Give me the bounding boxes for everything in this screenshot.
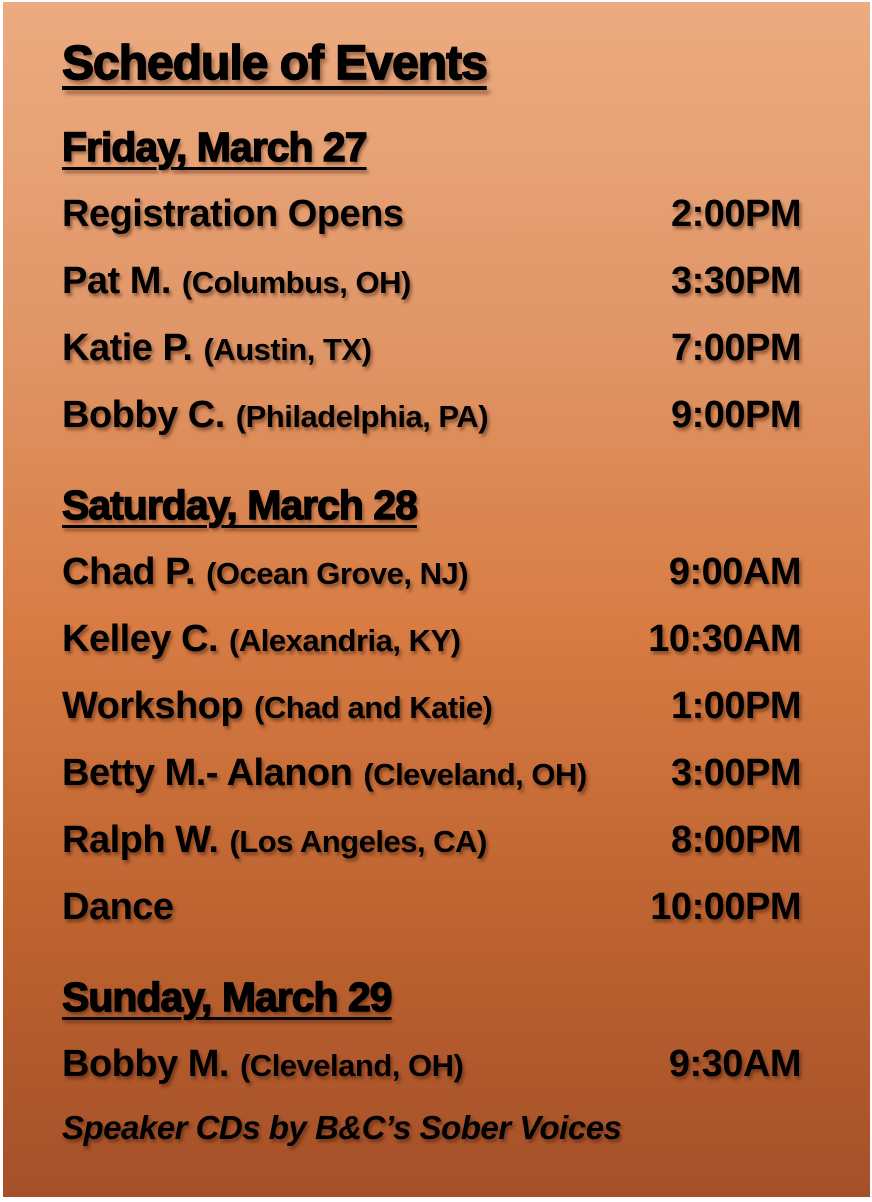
event-row (62, 539, 801, 606)
event-name: Pat M. (62, 260, 171, 302)
event-name: Kelley C. (62, 618, 219, 660)
event-label (62, 618, 460, 661)
day-header-sunday: Sunday, March 29 (62, 974, 392, 1020)
event-label (62, 886, 174, 929)
event-time: 2:00PM (670, 193, 801, 235)
event-time: 7:00PM (670, 327, 801, 369)
event-location: (Alexandria, KY) (229, 623, 461, 658)
event-label (62, 551, 468, 594)
event-row (62, 606, 801, 673)
event-location: (Chad and Katie) (254, 690, 493, 725)
event-label (62, 1043, 463, 1086)
event-time: 10:30AM (648, 618, 801, 660)
event-location: (Philadelphia, PA) (235, 399, 489, 434)
event-label (62, 193, 404, 236)
event-name: Bobby M. (62, 1043, 229, 1085)
event-name: Dance (62, 886, 174, 928)
event-time: 8:00PM (670, 819, 801, 861)
event-name: Katie P. (62, 327, 193, 369)
event-label (62, 685, 492, 728)
event-time: 1:00PM (670, 685, 801, 727)
event-label (62, 394, 488, 437)
day-header-saturday: Saturday, March 28 (62, 482, 417, 528)
event-label (62, 819, 487, 862)
footer-note: Speaker CDs by B&C’s Sober Voices (62, 1109, 622, 1146)
event-label (62, 752, 587, 795)
event-name: Ralph W. (62, 819, 219, 861)
event-row (62, 1031, 801, 1098)
event-time: 9:30AM (668, 1043, 801, 1085)
event-name: Registration Opens (62, 193, 404, 235)
event-label (62, 327, 371, 370)
event-time: 3:00PM (670, 752, 801, 794)
event-row (62, 740, 801, 807)
event-row (62, 807, 801, 874)
event-row (62, 181, 801, 248)
event-name: Chad P. (62, 551, 196, 593)
event-name: Workshop (62, 685, 244, 727)
event-row (62, 874, 801, 941)
event-name: Bobby C. (62, 394, 225, 436)
event-time: 9:00AM (668, 551, 801, 593)
event-row (62, 673, 801, 740)
event-row (62, 315, 801, 382)
event-location: (Ocean Grove, NJ) (206, 556, 469, 591)
event-row (62, 248, 801, 315)
event-label (62, 260, 411, 303)
schedule-flyer (3, 2, 870, 1197)
event-name: Betty M.- Alanon (62, 752, 353, 794)
event-location: (Cleveland, OH) (239, 1048, 464, 1083)
event-time: 10:00PM (650, 886, 801, 928)
day-header-friday: Friday, March 27 (62, 124, 367, 170)
event-location: (Los Angeles, CA) (229, 824, 487, 859)
event-time: 3:30PM (670, 260, 801, 302)
event-row (62, 382, 801, 449)
event-time: 9:00PM (670, 394, 801, 436)
event-location: (Austin, TX) (203, 332, 372, 367)
page-title: Schedule of Events (62, 36, 487, 90)
event-location: (Columbus, OH) (181, 265, 411, 300)
event-location: (Cleveland, OH) (363, 757, 587, 792)
